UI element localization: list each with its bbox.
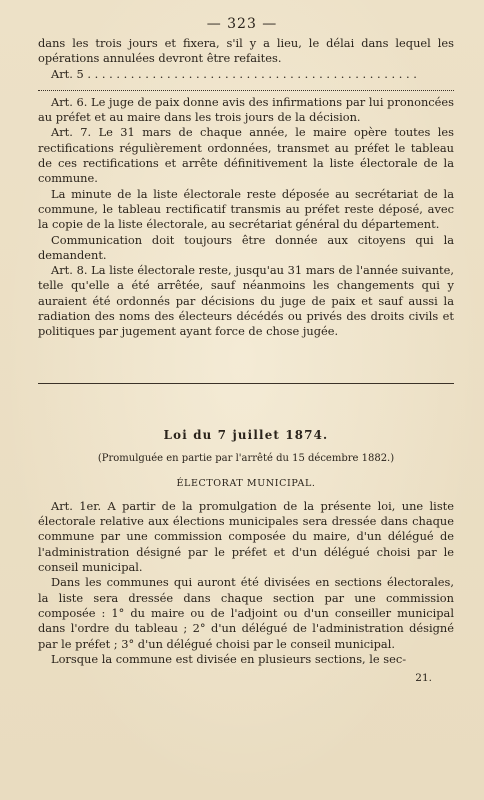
paragraph-sections: Dans les communes qui auront été divisées en sections électorales, la liste sera dressée dans chaque section par une commission composée : 1° du maire ou de l'adjoint ou d'un conseiller municipal dans l'ordre du tableau ; 2° d'un délégué de l'administration désigné par le préfet ; 3° d'un délégué choisi par le conseil municipal.	[38, 575, 454, 651]
article-1: Art. 1er. A partir de la promulgation de la présente loi, une liste électorale relative aux élections municipales sera dressée dans chaque commune par une commission composée du maire, d'un délégué de l'administration désigné par le préfet et d'un délégué choisi par le conseil municipal.	[38, 498, 454, 575]
signature-mark: 21.	[415, 672, 432, 685]
law-heading: Loi du 7 juillet 1874.	[163, 428, 329, 442]
page-number: — 323 —	[206, 16, 278, 32]
paragraph-continuation: dans les trois jours et fixera, s'il y a lieu, le délai dans lequel les opérations annulées devront être refaites.	[38, 36, 454, 66]
section-title: ÉLECTORAT MUNICIPAL.	[176, 477, 316, 489]
promulgation-note: (Promulguée en partie par l'arrêté du 15 décembre 1882.)	[97, 453, 395, 465]
article-6: Art. 6. Le juge de paix donne avis des infirmations par lui prononcées au préfet et au maire dans les trois jours de la décision.	[38, 94, 454, 125]
text-block-law	[38, 428, 454, 686]
section-divider	[38, 383, 454, 384]
text-block-top	[38, 36, 454, 340]
paragraph-communication: Communication doit toujours être donnée aux citoyens qui la demandent.	[38, 232, 454, 262]
article-5: Art. 5 . . . . . . . . . . . . . . . . . . . . . . . . . . . . . . . . . . . . . . . . . . . . . .	[51, 66, 417, 81]
article-7: Art. 7. Le 31 mars de chaque année, le maire opère toutes les rectifications régulièrement ordonnées, transmet au préfet le tableau de ces rectifications et arrête définitivement la liste électorale de la commune.	[38, 125, 454, 186]
paragraph-minute: La minute de la liste électorale reste déposée au secrétariat de la commune, le tableau rectificatif transmis au préfet reste déposé, avec la copie de la liste électorale, au secrétariat général du département.	[38, 186, 454, 232]
dotted-separator	[38, 90, 454, 91]
article-8: Art. 8. La liste électorale reste, jusqu'au 31 mars de l'année suivante, telle qu'elle a été arrêtée, sauf néanmoins les changements qui y auraient été ordonnés par décisions du juge de paix et sauf aussi la radiation des noms des électeurs décédés ou privés des droits civils et politiques par jugement ayant force de chose jugée.	[38, 263, 454, 339]
paragraph-last: Lorsque la commune est divisée en plusieurs sections, le sec-	[51, 651, 407, 666]
